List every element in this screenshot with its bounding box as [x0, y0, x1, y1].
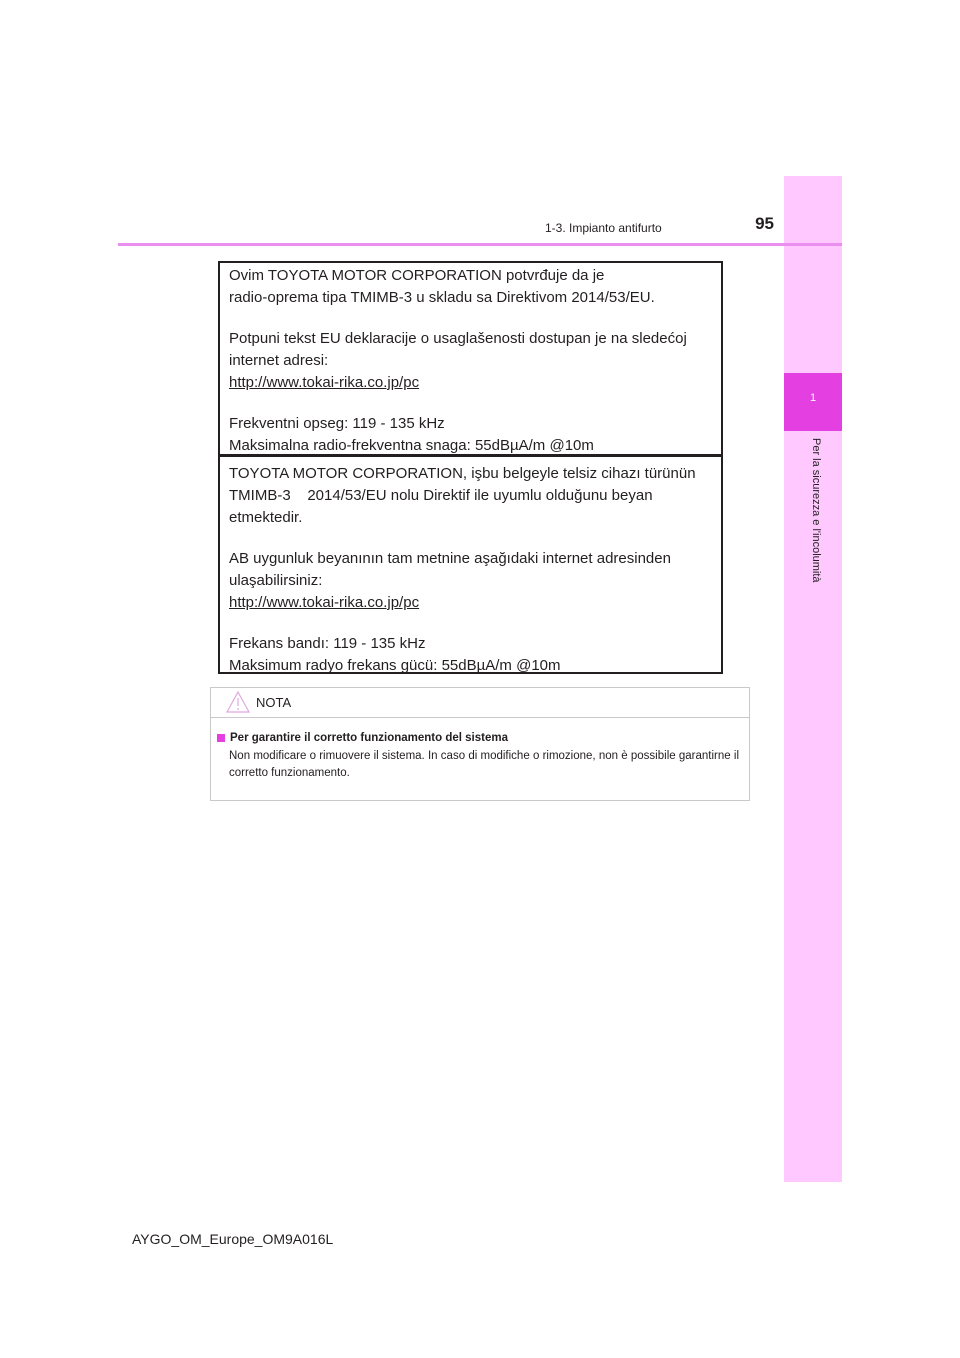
side-tab-title: Per la sicurezza e l'incolumità [810, 438, 822, 583]
footer-document-code: AYGO_OM_Europe_OM9A016L [132, 1231, 334, 1247]
declaration-text: etmektedir. [229, 509, 303, 526]
nota-body [211, 718, 749, 782]
declaration-text: AB uygunluk beyanının tam metnine aşağıdaki internet adresinden [229, 550, 671, 567]
frequency-range: Frekventni opseg: 119 - 135 kHz [229, 415, 445, 432]
nota-heading-text: Per garantire il corretto funzionamento del sistema [230, 732, 508, 744]
declaration-text: TOYOTA MOTOR CORPORATION, işbu belgeyle telsiz cihazı türünün [229, 465, 696, 482]
declaration-text: Potpuni tekst EU deklaracije o usaglašenosti dostupan je na sledećoj [229, 330, 687, 347]
declaration-text: radio-oprema tipa TMIMB-3 u skladu sa Direktivom 2014/53/EU. [229, 289, 655, 306]
declaration-link[interactable]: http://www.tokai-rika.co.jp/pc [229, 374, 420, 391]
header-divider [118, 243, 842, 246]
bullet-square-icon [217, 734, 225, 742]
declaration-text: internet adresi: [229, 352, 329, 369]
radio-power: Maksimum radyo frekans gücü: 55dBµA/m @10m [229, 657, 561, 674]
nota-label: NOTA [256, 695, 292, 710]
nota-heading [217, 732, 739, 744]
page-number: 95 [755, 214, 774, 233]
side-tab-strip [784, 176, 842, 1182]
declaration-box-serbian [218, 261, 723, 456]
declaration-link[interactable]: http://www.tokai-rika.co.jp/pc [229, 594, 420, 611]
declaration-text: Ovim TOYOTA MOTOR CORPORATION potvrđuje da je [229, 267, 605, 284]
side-tab-number: 1 [809, 392, 817, 404]
warning-triangle-icon [226, 691, 250, 718]
frequency-range: Frekans bandı: 119 - 135 kHz [229, 635, 426, 652]
section-title: 1-3. Impianto antifurto [545, 221, 662, 235]
nota-box [210, 687, 750, 801]
radio-power: Maksimalna radio-frekventna snaga: 55dBµA/m @10m [229, 437, 594, 454]
declaration-text: TMIMB-3 2014/53/EU nolu Direktif ile uyumlu olduğunu beyan [229, 487, 653, 504]
declaration-box-turkish [218, 455, 723, 674]
nota-text: Non modificare o rimuovere il sistema. In caso di modifiche o rimozione, non è possibile garantirne il corretto funzionamento. [229, 750, 739, 779]
nota-header [211, 688, 749, 718]
declaration-text: ulaşabilirsiniz: [229, 572, 323, 589]
